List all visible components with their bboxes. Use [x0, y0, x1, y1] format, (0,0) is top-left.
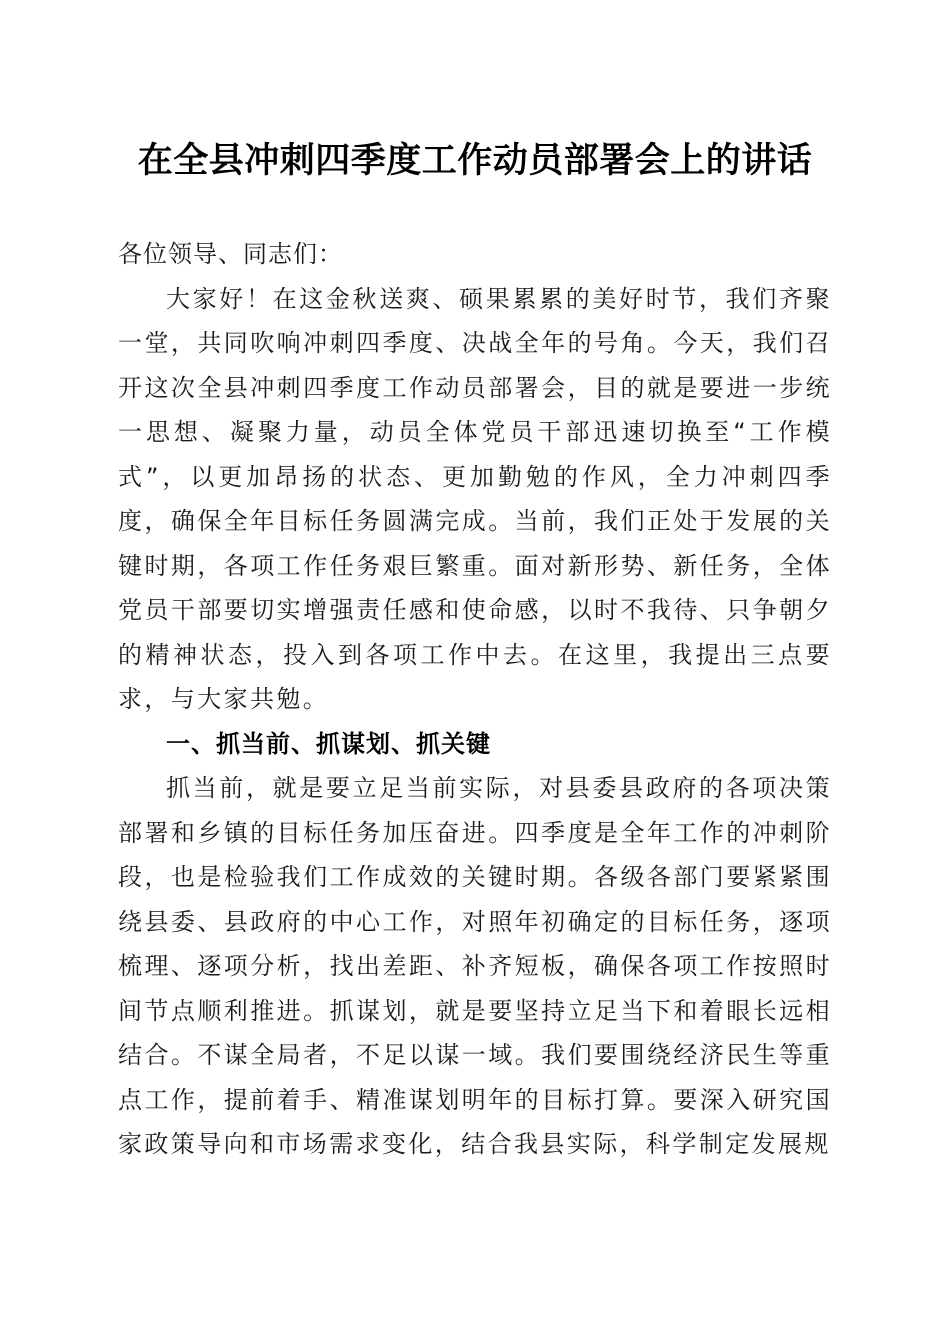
opening-paragraph: 大家好！在这金秋送爽、硕果累累的美好时节，我们齐聚一堂，共同吹响冲刺四季度、决战全年的号角。今天，我们召开这次全县冲刺四季度工作动员部署会，目的就是要进一步统一思想、凝聚力量，动员全体党员干部迅速切换至“工作模式”，以更加昂扬的状态、更加勤勉的作风，全力冲刺四季度，确保全年目标任务圆满完成。当前，我们正处于发展的关键时期，各项工作任务艰巨繁重。面对新形势、新任务，全体党员干部要切实增强责任感和使命感，以时不我待、只争朝夕的精神状态，投入到各项工作中去。在这里，我提出三点要求，与大家共勉。 — [118, 284, 832, 713]
section-heading: 一、抓当前、抓谋划、抓关键 — [166, 729, 491, 758]
salutation: 各位领导、同志们： — [118, 240, 343, 268]
document-body — [118, 232, 832, 1167]
document-title: 在全县冲刺四季度工作动员部署会上的讲话 — [137, 140, 813, 181]
section-paragraph: 抓当前，就是要立足当前实际，对县委县政府的各项决策部署和乡镇的目标任务加压奋进。四季度是全年工作的冲刺阶段，也是检验我们工作成效的关键时期。各级各部门要紧紧围绕县委、县政府的中心工作，对照年初确定的目标任务，逐项梳理、逐项分析，找出差距、补齐短板，确保各项工作按照时间节点顺利推进。抓谋划，就是要坚持立足当下和着眼长远相结合。不谋全局者，不足以谋一域。我们要围绕经济民生等重点工作，提前着手、精准谋划明年的目标打算。要深入研究国家政策导向和市场需求变化，结合我县实际，科学制定发展规 — [118, 774, 832, 1158]
